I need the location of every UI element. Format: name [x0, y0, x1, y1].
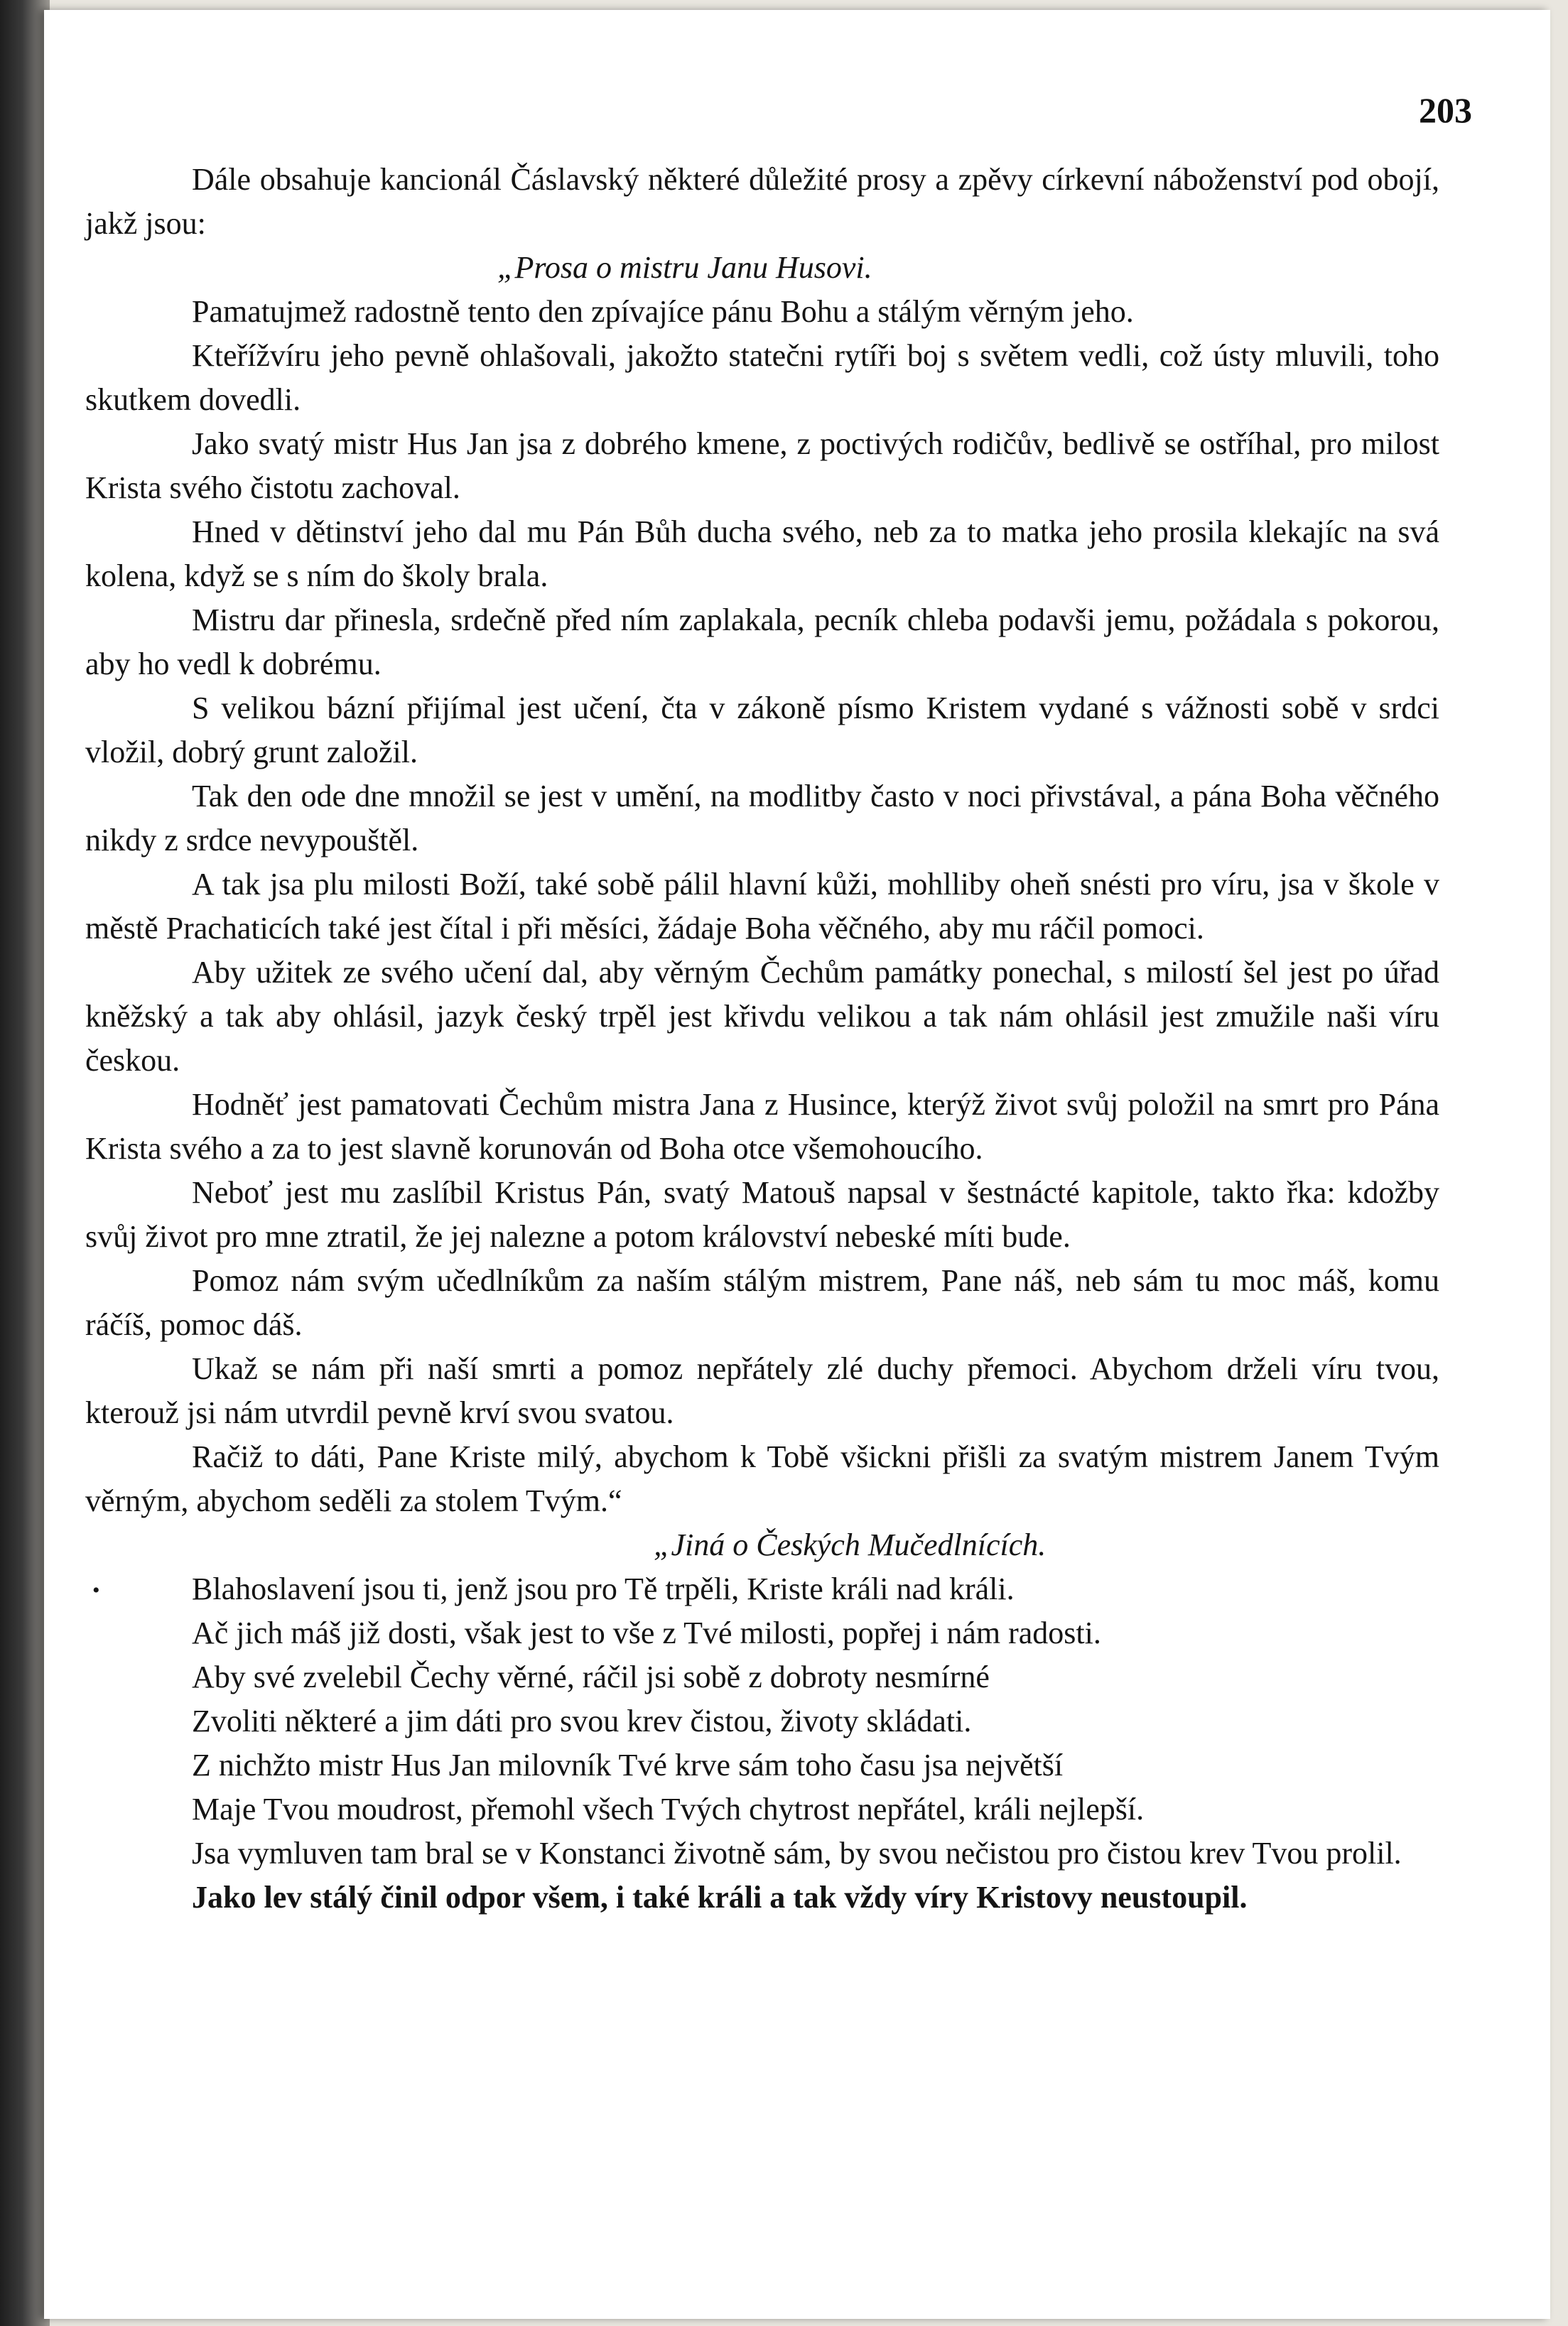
- verse-line: Ač jich máš již dosti, však jest to vše z Tvé milosti, popřej i nám radosti.: [192, 1616, 1101, 1650]
- prose-paragraph: S velikou bázní přijímal jest učení, čta v zákoně písmo Kristem vydané s vážnosti sobě v srdci vložil, dobrý grunt založil.: [85, 691, 1439, 769]
- prose-paragraph: Neboť jest mu zaslíbil Kristus Pán, svatý Matouš napsal v šestnácté kapitole, takto řka: kdožby svůj život pro mne ztratil, že jej nalezne a potom království nebeské míti bude.: [85, 1175, 1439, 1254]
- prose-paragraph: A tak jsa plu milosti Boží, také sobě pálil hlavní kůži, mohlliby oheň snésti pro víru, jsa v škole v městě Prachaticích také jest čítal i při měsíci, žádaje Boha věčného, aby mu ráčil pomoci.: [85, 867, 1439, 946]
- prose-paragraph: Pomoz nám svým učedlníkům za naším stálým mistrem, Pane náš, neb sám tu moc máš, komu ráčíš, pomoc dáš.: [85, 1263, 1439, 1342]
- prose-paragraph: Jako svatý mistr Hus Jan jsa z dobrého kmene, z poctivých rodičův, bedlivě se ostříhal, pro milost Krista svého čistotu zachoval.: [85, 426, 1439, 505]
- page-number: 203: [1419, 90, 1472, 130]
- section-heading-hus: „Prosa o mistru Janu Husovi.: [497, 250, 872, 285]
- prose-paragraph: Kteřížvíru jeho pevně ohlašovali, jakožto statečni rytíři boj s světem vedli, což ústy mluvili, toho skutkem dovedli.: [85, 338, 1439, 417]
- verse-line: Maje Tvou moudrost, přemohl všech Tvých chytrost nepřátel, králi nejlepší.: [192, 1792, 1145, 1827]
- page-content: [85, 158, 1439, 1920]
- verse-line: Zvoliti některé a jim dáti pro svou krev čistou, životy skládati.: [192, 1704, 972, 1738]
- prose-paragraph: Aby užitek ze svého učení dal, aby věrným Čechům památky ponechal, s milostí šel jest po úřad kněžský a tak aby ohlásil, jazyk český trpěl jest křivdu velikou a tak nám ohlásil jest zmužile naši víru českou.: [85, 955, 1439, 1078]
- prose-paragraph: Hodněť jest pamatovati Čechům mistra Jana z Husince, kterýž život svůj položil na smrt pro Pána Krista svého a za to jest slavně korunován od Boha otce všemohoucího.: [85, 1087, 1439, 1166]
- prose-paragraph: Račiž to dáti, Pane Kriste milý, abychom k Tobě všickni přišli za svatým mistrem Janem Tvým věrným, abychom seděli za stolem Tvým.“: [85, 1439, 1439, 1518]
- prose-paragraph: Pamatujmež radostně tento den zpívajíce pánu Bohu a stálým věrným jeho.: [192, 294, 1134, 329]
- verse-line-last: Jako lev stálý činil odpor všem, i také králi a tak vždy víry Kristovy neustoupil.: [192, 1880, 1248, 1915]
- intro-paragraph: Dále obsahuje kancionál Čáslavský některé důležité prosy a zpěvy církevní náboženství pod obojí, jakž jsou:: [85, 162, 1439, 241]
- verse-line-wrapped: Jsa vymluven tam bral se v Konstanci životně sám, by svou nečistou pro čistou krev Tvou prolil.: [192, 1836, 1402, 1871]
- verse-line: Z nichžto mistr Hus Jan milovník Tvé krve sám toho času jsa největší: [192, 1748, 1064, 1783]
- verse-line: Blahoslavení jsou ti, jenž jsou pro Tě trpěli, Kriste králi nad králi.: [192, 1572, 1015, 1606]
- section-heading-martyrs: „Jiná o Českých Mučedlnících.: [654, 1527, 1047, 1562]
- prose-paragraph: Hned v dětinství jeho dal mu Pán Bůh ducha svého, neb za to matka jeho prosila klekajíc na svá kolena, když se s ním do školy brala.: [85, 514, 1439, 593]
- prose-paragraph: Mistru dar přinesla, srdečně před ním zaplakala, pecník chleba podavši jemu, požádala s pokorou, aby ho vedl k dobrému.: [85, 602, 1439, 681]
- prose-paragraph: Tak den ode dne množil se jest v umění, na modlitby často v noci přivstával, a pána Boha věčného nikdy z srdce nevypouštěl.: [85, 779, 1439, 858]
- book-page: [44, 10, 1550, 2319]
- bullet-mark: •: [92, 1579, 100, 1602]
- verse-line: Aby své zvelebil Čechy věrné, ráčil jsi sobě z dobroty nesmírné: [192, 1660, 990, 1694]
- book-spine-shadow: [0, 0, 50, 2326]
- prose-paragraph: Ukaž se nám při naší smrti a pomoz nepřátely zlé duchy přemoci. Abychom drželi víru tvou, kterouž jsi nám utvrdil pevně krví svou svatou.: [85, 1351, 1439, 1430]
